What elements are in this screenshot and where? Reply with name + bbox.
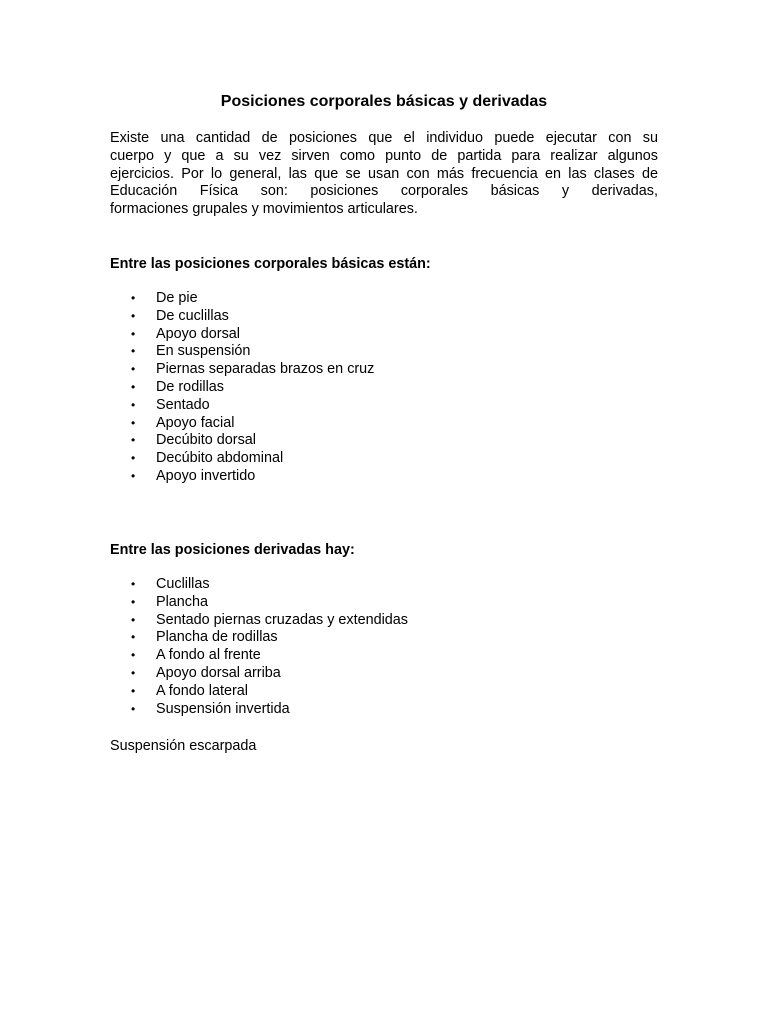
derived-positions-list: [110, 576, 408, 718]
intro-line: formaciones grupales y movimientos articulares.: [110, 201, 418, 218]
intro-paragraph: [110, 130, 658, 219]
list-item-label: Sentado piernas cruzadas y extendidas: [156, 611, 408, 628]
list-item-label: Suspensión invertida: [156, 700, 290, 717]
list-item: [110, 647, 408, 665]
list-item-label: Decúbito dorsal: [156, 432, 256, 449]
derived-positions-heading: Entre las posiciones derivadas hay:: [110, 542, 355, 558]
list-item: [110, 290, 374, 308]
bullet-icon: •: [131, 665, 136, 680]
list-item: [110, 665, 408, 683]
bullet-icon: •: [131, 397, 136, 412]
bullet-icon: •: [131, 362, 136, 377]
list-item-label: Plancha: [156, 593, 209, 610]
list-item-label: Cuclillas: [156, 576, 210, 592]
bullet-icon: •: [131, 630, 136, 645]
bullet-icon: •: [131, 451, 136, 466]
list-item-label: A fondo al frente: [156, 647, 261, 664]
list-item: [110, 397, 374, 415]
bullet-icon: •: [131, 648, 136, 663]
list-item: [110, 326, 374, 344]
list-item-label: Apoyo invertido: [156, 467, 256, 484]
bullet-icon: •: [131, 701, 136, 716]
list-item-label: Piernas separadas brazos en cruz: [156, 361, 375, 378]
list-item: [110, 629, 408, 647]
list-item: [110, 576, 408, 594]
list-item: [110, 612, 408, 630]
list-item: [110, 701, 408, 719]
bullet-icon: •: [131, 468, 136, 483]
bullet-icon: •: [131, 612, 136, 627]
bullet-icon: •: [131, 379, 136, 394]
list-item: [110, 450, 374, 468]
list-item: [110, 594, 408, 612]
document-title: Posiciones corporales básicas y derivadas: [220, 93, 548, 110]
bullet-icon: •: [131, 291, 136, 305]
list-item-label: Apoyo dorsal arriba: [156, 664, 281, 681]
list-item-label: De cuclillas: [156, 307, 229, 324]
basic-positions-heading: Entre las posiciones corporales básicas están:: [110, 256, 431, 272]
list-item: [110, 683, 408, 701]
list-item: [110, 468, 374, 486]
intro-line: Existe una cantidad de posiciones que el individuo puede ejecutar con su: [110, 130, 658, 146]
bullet-icon: •: [131, 433, 136, 448]
list-item: [110, 308, 374, 326]
bullet-icon: •: [131, 594, 136, 609]
list-item-label: De pie: [156, 290, 198, 306]
intro-line: ejercicios. Por lo general, las que se usan con más frecuencia en las clases de: [110, 165, 658, 182]
list-item: [110, 415, 374, 433]
list-item: [110, 379, 374, 397]
bullet-icon: •: [131, 326, 136, 341]
list-item: [110, 432, 374, 450]
list-item-label: De rodillas: [156, 378, 224, 395]
list-item: [110, 343, 374, 361]
intro-line: Educación Física son: posiciones corporales básicas y derivadas,: [110, 183, 658, 200]
list-item-label: En suspensión: [156, 343, 251, 360]
bullet-icon: •: [131, 415, 136, 430]
list-item-label: Sentado: [156, 396, 210, 413]
list-item-label: Apoyo dorsal: [156, 325, 240, 342]
list-item-label: Plancha de rodillas: [156, 629, 278, 646]
list-item-label: Apoyo facial: [156, 414, 235, 431]
bullet-icon: •: [131, 577, 136, 591]
bullet-icon: •: [131, 344, 136, 359]
list-item: [110, 361, 374, 379]
list-item-label: Decúbito abdominal: [156, 450, 284, 467]
intro-line: cuerpo y que a su vez sirven como punto de partida para realizar algunos: [110, 147, 658, 164]
bullet-icon: •: [131, 683, 136, 698]
closing-text: Suspensión escarpada: [110, 738, 257, 754]
basic-positions-list: [110, 290, 374, 486]
list-item-label: A fondo lateral: [156, 682, 249, 699]
bullet-icon: •: [131, 308, 136, 323]
